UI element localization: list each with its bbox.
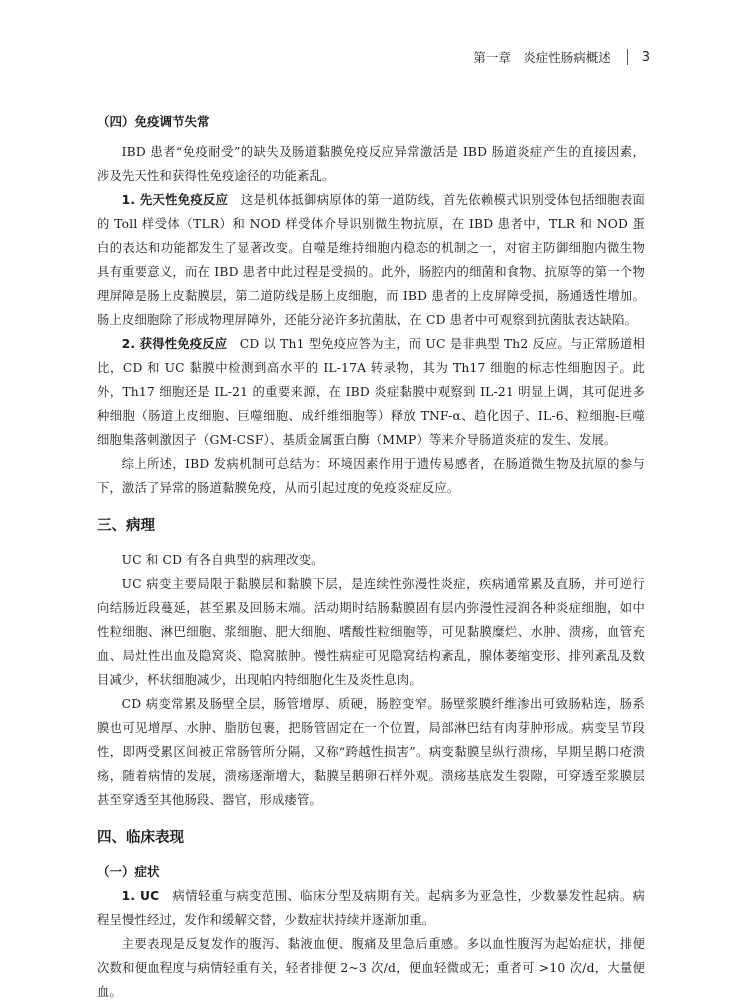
paragraph-lead: 1. UC xyxy=(121,889,160,903)
section-pathology-heading: 三、病理 xyxy=(97,518,155,534)
paragraph-text: 病情轻重与病变范围、临床分型及病期有关。起病多为亚急性，少数暴发性起病。病程呈慢性经过，发作和缓解交替，少数症状持续并逐渐加重。 xyxy=(97,889,645,927)
paragraph-lead: 2. 获得性免疫反应 xyxy=(121,337,228,351)
paragraph: UC 和 CD 有各自典型的病理改变。 xyxy=(121,553,324,567)
section-clinical-heading: 四、临床表现 xyxy=(97,830,184,846)
paragraph: IBD 患者“免疫耐受”的缺失及肠道黏膜免疫反应异常激活是 IBD 肠道炎症产生的直接因素，涉及先天性和获得性免疫途径的功能紊乱。 xyxy=(97,145,645,183)
subsection-symptoms-heading: （一）症状 xyxy=(97,864,160,879)
paragraph: UC 病变主要局限于黏膜层和黏膜下层，是连续性弥漫性炎症，疾病通常累及直肠，并可逆行向结肠近段蔓延，甚至累及回肠末端。活动期时结肠黏膜固有层内弥漫性浸润各种炎症细胞，如中性粒细胞、淋巴细胞、浆细胞、肥大细胞、嗜酸性粒细胞等，可见黏膜糜烂、水肿、溃疡，血管充血、局灶性出血及隐窝炎、隐窝脓肿。慢性病症可见隐窝结构紊乱，腺体萎缩变形、排列紊乱及数目减少，杯状细胞减少，出现帕内特细胞化生及炎性息肉。 xyxy=(97,577,645,687)
paragraph xyxy=(97,884,645,932)
paragraph-text: CD 以 Th1 型免疫应答为主，而 UC 是非典型 Th2 反应。与正常肠道相比，CD 和 UC 黏膜中检测到高水平的 IL-17A 转录物，其为 Th17 细胞的标志性细胞因子。此外，Th17 细胞还是 IL-21 的重要来源，在 IBD 炎症黏膜中观察到 IL-21 明显上调，其可促进多种细胞（肠道上皮细胞、巨噬细胞、成纤维细胞等）释放 TNF-α、趋化因子、IL-6、粒细胞-巨噬细胞集落刺激因子（GM-CSF）、基质金属蛋白酶（MMP）等来介导肠道炎症的发生、发展。 xyxy=(97,337,646,447)
paragraph xyxy=(97,188,645,332)
section-immune-heading: （四）免疫调节失常 xyxy=(97,114,210,129)
page-number: 3 xyxy=(641,49,650,65)
running-header xyxy=(473,46,650,68)
paragraph-lead: 1. 先天性免疫反应 xyxy=(121,193,229,207)
header-divider xyxy=(627,49,628,65)
paragraph-text: 这是机体抵御病原体的第一道防线，首先依赖模式识别受体包括细胞表面的 Toll 样受体（TLR）和 NOD 样受体介导识别微生物抗原，在 IBD 患者中，TLR 和 NOD 蛋白的表达和功能都发生了显著改变。自噬是维持细胞内稳态的机制之一，对宿主防御细胞内微生物具有重要意义，而在 IBD 患者中此过程是受损的。此外，肠腔内的细菌和食物、抗原等的第一个物理屏障是肠上皮黏膜层，第二道防线是肠上皮细胞，而 IBD 患者的上皮屏障受损，肠通透性增加。肠上皮细胞除了形成物理屏障外，还能分泌许多抗菌肽，在 CD 患者中可观察到抗菌肽表达缺陷。 xyxy=(97,193,645,327)
paragraph: 综上所述，IBD 发病机制可总结为：环境因素作用于遗传易感者，在肠道微生物及抗原的参与下，激活了异常的肠道黏膜免疫，从而引起过度的免疫炎症反应。 xyxy=(97,457,645,495)
paragraph xyxy=(97,332,645,452)
page-body xyxy=(97,110,645,1004)
chapter-title: 第一章 炎症性肠病概述 xyxy=(473,50,611,65)
paragraph: 主要表现是反复发作的腹泻、黏液血便、腹痛及里急后重感。多以血性腹泻为起始症状，排便次数和便血程度与病情轻重有关，轻者排便 2~3 次/d，便血轻微或无；重者可 >10 次/d，大量便血。 xyxy=(97,937,645,999)
paragraph: CD 病变常累及肠壁全层，肠管增厚、质硬，肠腔变窄。肠壁浆膜纤维渗出可致肠粘连，肠系膜也可见增厚、水肿、脂肪包裹，把肠管固定在一个位置，局部淋巴结有肉芽肿形成。病变呈节段性，即两受累区间被正常肠管所分隔，又称“跨越性损害”。病变黏膜呈纵行溃疡，早期呈鹅口疮溃疡，随着病情的发展，溃疡逐渐增大，黏膜呈鹅卵石样外观。溃疡基底发生裂隙，可穿透至浆膜层甚至穿透至其他肠段、器官，形成瘘管。 xyxy=(97,697,645,807)
